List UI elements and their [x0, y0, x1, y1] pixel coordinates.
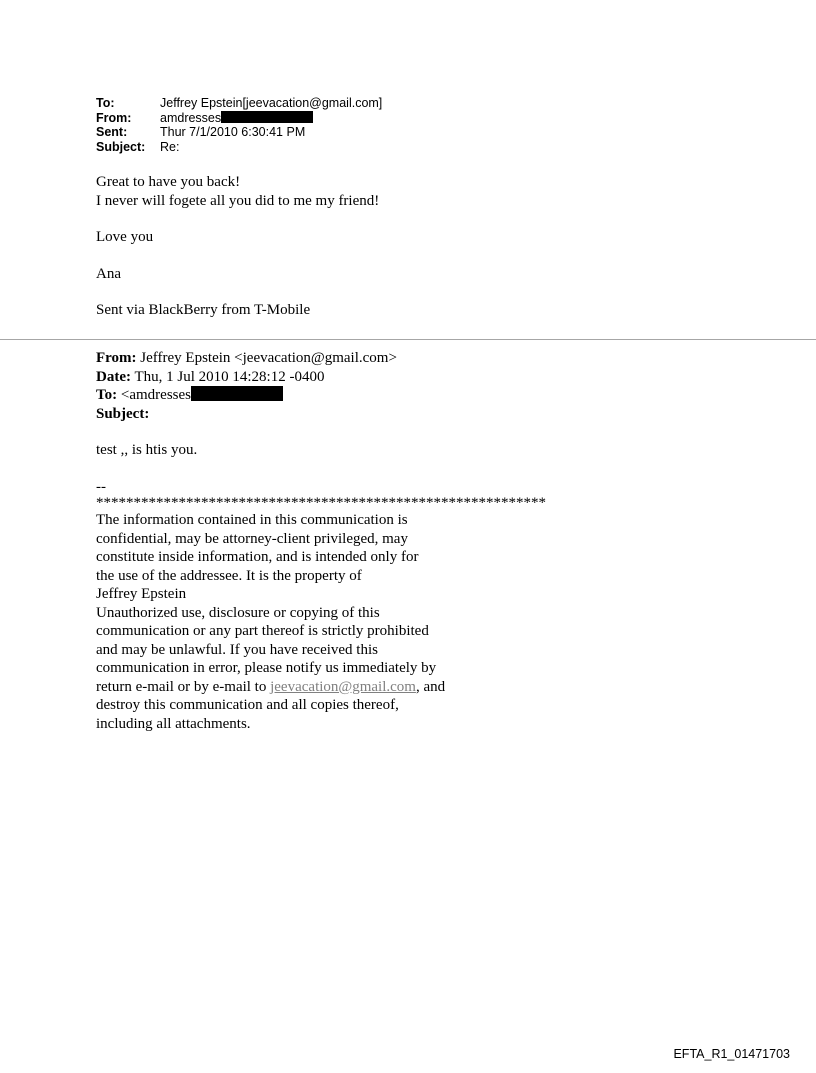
- from-value: amdresses: [160, 110, 222, 125]
- header-subject-row: [96, 140, 382, 155]
- disclaimer-line: confidential, may be attorney-client privileged, may: [96, 530, 408, 547]
- redaction-block: [221, 111, 313, 123]
- reply-line: Great to have you back!: [96, 174, 241, 190]
- to-label: To:: [96, 96, 115, 110]
- sent-label: Sent:: [96, 125, 128, 139]
- header-from-row: [96, 111, 382, 126]
- header-sent-row: [96, 125, 382, 140]
- sig-dash: --: [96, 478, 106, 495]
- disclaimer-line: Jeffrey Epstein: [96, 586, 187, 602]
- disclaimer-line: communication or any part thereof is strictly prohibited: [96, 623, 429, 639]
- reply-line: I never will fogete all you did to me my friend!: [96, 192, 380, 209]
- disclaimer-line: destroy this communication and all copies thereof,: [96, 697, 399, 713]
- reply-device-footer: Sent via BlackBerry from T-Mobile: [96, 302, 311, 318]
- separator-line: [0, 339, 816, 340]
- bates-number: EFTA_R1_01471703: [673, 1047, 790, 1061]
- redaction-block: [191, 386, 283, 401]
- orig-from-value: Jeffrey Epstein <jeevacation@gmail.com>: [136, 350, 397, 366]
- disclaimer-line: including all attachments.: [96, 715, 251, 732]
- reply-line: Love you: [96, 229, 154, 245]
- reply-body: [96, 173, 379, 320]
- orig-date-label: Date:: [96, 368, 131, 385]
- disclaimer-text: , and: [415, 678, 446, 695]
- to-value: Jeffrey Epstein[jeevacation@gmail.com]: [160, 96, 383, 110]
- disclaimer-line: The information contained in this communication is: [96, 512, 408, 528]
- disclaimer-line: [96, 678, 546, 697]
- orig-to-value: <amdresses: [117, 387, 191, 403]
- disclaimer-line: and may be unlawful. If you have received this: [96, 641, 378, 658]
- orig-to-row: [96, 386, 546, 405]
- disclaimer-line: Unauthorized use, disclosure or copying of this: [96, 604, 380, 621]
- orig-date-value: Thu, 1 Jul 2010 14:28:12 -0400: [130, 368, 325, 385]
- subject-value: Re:: [160, 139, 180, 154]
- subject-label: Subject:: [96, 139, 146, 154]
- email-header: [96, 96, 382, 154]
- disclaimer-line: the use of the addressee. It is the property of: [96, 567, 362, 584]
- orig-subject-label: Subject:: [96, 405, 150, 422]
- orig-from-row: [96, 349, 546, 368]
- reply-signature: Ana: [96, 265, 121, 282]
- stars-line: ************************************************************: [96, 495, 546, 511]
- disclaimer-line: communication in error, please notify us immediately by: [96, 660, 437, 676]
- header-to-row: [96, 96, 382, 111]
- disclaimer-text: return e-mail or by e-mail to: [96, 678, 271, 695]
- orig-from-label: From:: [96, 350, 137, 366]
- from-label: From:: [96, 110, 132, 125]
- original-message: [96, 349, 546, 733]
- disclaimer-line: constitute inside information, and is intended only for: [96, 549, 419, 565]
- email-link[interactable]: jeevacation@gmail.com: [270, 678, 416, 695]
- orig-date-row: [96, 368, 546, 387]
- orig-body: test ,, is htis you.: [96, 442, 198, 458]
- orig-to-label: To:: [96, 387, 118, 403]
- sent-value: Thur 7/1/2010 6:30:41 PM: [160, 125, 306, 139]
